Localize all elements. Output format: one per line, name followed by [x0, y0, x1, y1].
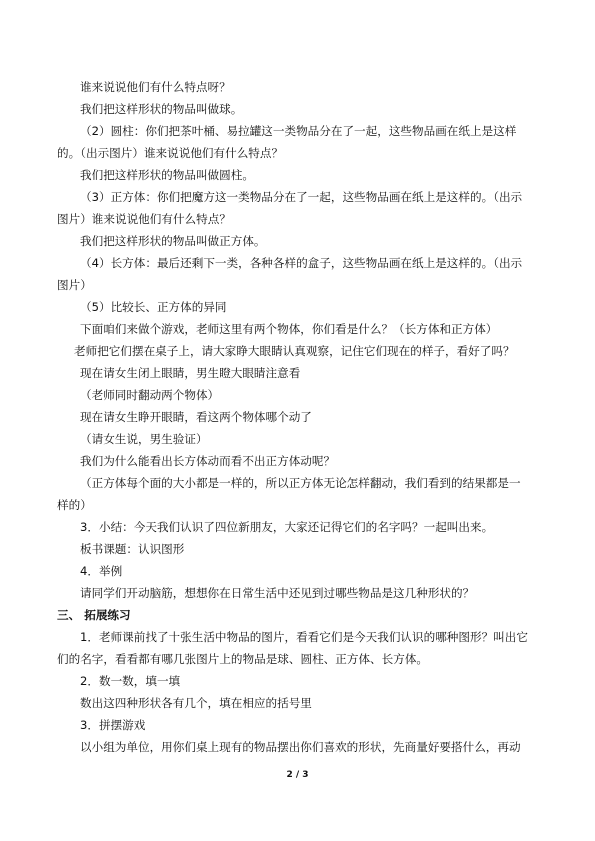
text-line: 以小组为单位，用你们桌上现有的物品摆出你们喜欢的形状，先商量好要搭什么，再动: [80, 740, 521, 754]
text-line: 4．举例: [80, 564, 123, 578]
text-line: 数出这四种形状各有几个，填在相应的括号里: [80, 696, 312, 710]
text-line: （5）比较长、正方体的异同: [80, 300, 227, 314]
text-line: 3．小结：今天我们认识了四位新朋友，大家还记得它们的名字吗？一起叫出来。: [80, 520, 494, 534]
text-line: 我们把这样形状的物品叫做正方体。: [80, 234, 266, 248]
text-line: 1．老师课前找了十张生活中物品的图片，看看它们是今天我们认识的哪种图形？叫出它: [80, 630, 528, 644]
text-line: 的。（出示图片）谁来说说他们有什么特点？: [57, 146, 284, 160]
text-line: （正方体每个面的大小都是一样的，所以正方体无论怎样翻动，我们看到的结果都是一: [80, 476, 521, 490]
text-line: 样的）: [57, 498, 92, 512]
page-number: 2 / 3: [286, 770, 309, 780]
text-line: 我们把这样形状的物品叫做圆柱。: [80, 168, 254, 182]
text-line: 下面咱们来做个游戏，老师这里有两个物体，你们看是什么？（长方体和正方体）: [80, 322, 498, 336]
text-line: 现在请女生睁开眼睛，看这两个物体哪个动了: [80, 410, 312, 424]
text-line: 2．数一数，填一填: [80, 674, 181, 688]
text-line: 老师把它们摆在桌子上，请大家睁大眼睛认真观察，记住它们现在的样子，看好了吗？: [74, 344, 515, 358]
text-line: 现在请女生闭上眼睛，男生瞪大眼睛注意看: [80, 366, 301, 380]
text-line: 们的名字，看看都有哪几张图片上的物品是球、圆柱、正方体、长方体。: [57, 652, 429, 666]
text-line: 3．拼摆游戏: [80, 718, 146, 732]
text-line: 我们为什么能看出长方体动而看不出正方体动呢？: [80, 454, 336, 468]
text-line: 我们把这样形状的物品叫做球。: [80, 102, 243, 116]
text-line: 请同学们开动脑筋，想想你在日常生活中还见到过哪些物品是这几种形状的？: [80, 586, 475, 600]
text-line: （3）正方体：你们把魔方这一类物品分在了一起，这些物品画在纸上是这样的。（出示: [80, 190, 523, 204]
text-line: （老师同时翻动两个物体）: [80, 388, 220, 402]
text-line: （4）长方体：最后还剩下一类，各种各样的盒子，这些物品画在纸上是这样的。（出示: [80, 256, 523, 270]
text-line: 板书课题：认识图形: [80, 542, 185, 556]
text-line: 图片）: [57, 278, 92, 292]
text-line: （2）圆柱：你们把茶叶桶、易拉罐这一类物品分在了一起，这些物品画在纸上是这样: [80, 124, 517, 138]
text-line: （请女生说，男生验证）: [80, 432, 208, 446]
text-line: 图片）谁来说说他们有什么特点？: [57, 212, 231, 226]
text-line: 谁来说说他们有什么特点呀？: [80, 80, 231, 94]
section-heading: 三、 拓展练习: [57, 608, 131, 622]
